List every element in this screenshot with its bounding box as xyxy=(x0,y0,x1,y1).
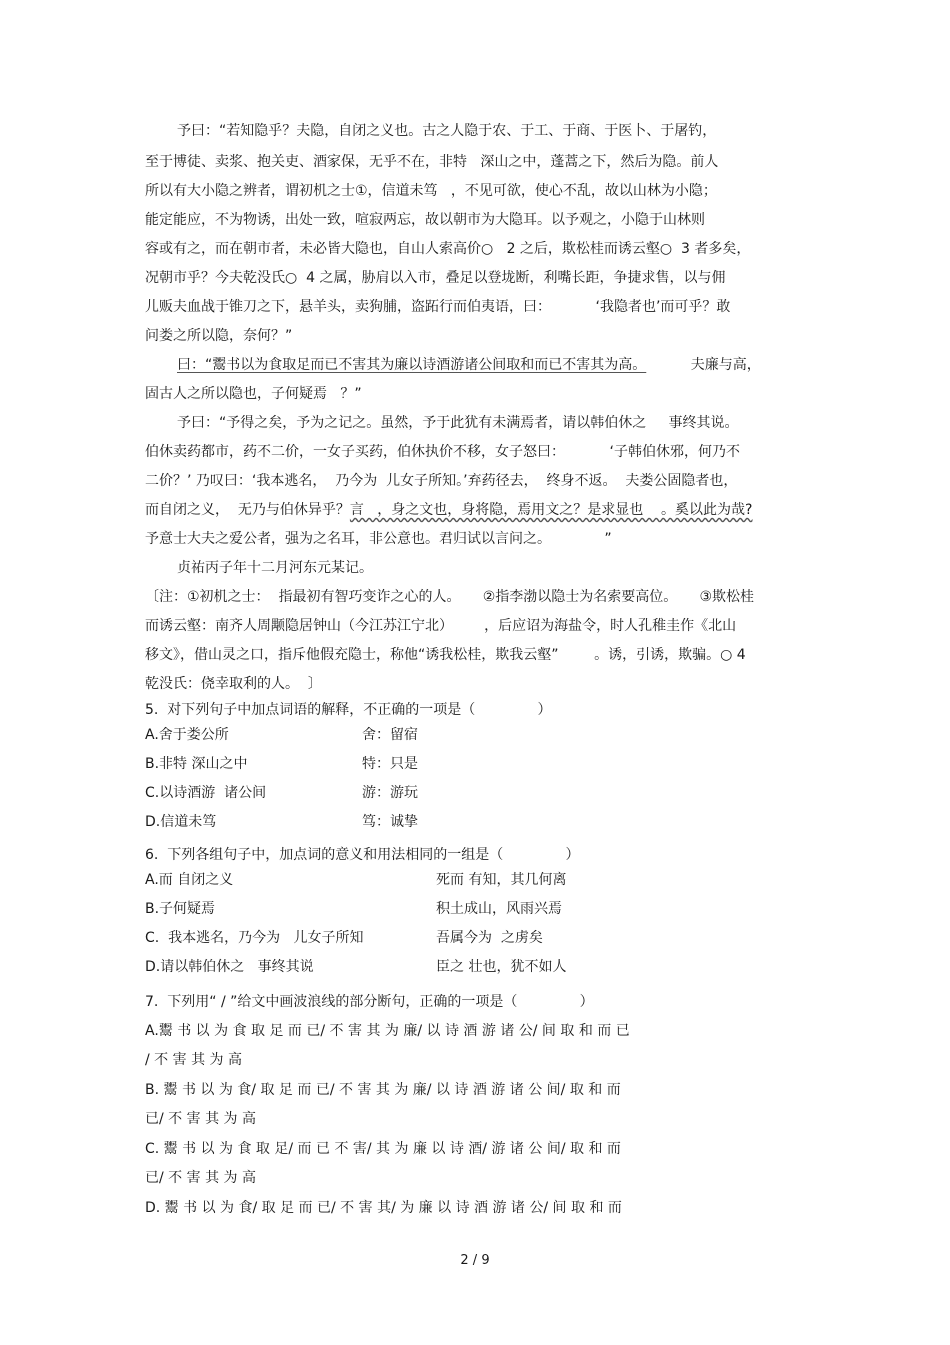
answer-option-line: 已/ 不 害 其 为 高 xyxy=(145,1170,256,1186)
page-number: 2 / 9 xyxy=(460,1253,490,1268)
answer-option-line: D. 鬻 书 以 为 食/ 取 足 而 已/ 不 害 其/ 为 廉 以 诗 酒 游 诸 公/ 间 取 和 而 xyxy=(145,1200,622,1216)
passage-line: 至于博徒、卖浆、抱关吏、酒家保，无乎不在，非特 深山之中，蓬蒿之下，然后为隐。前人 xyxy=(145,154,719,170)
note-line: 移文》，借山灵之口，指斥他假充隐士，称他“诱我松桂，欺我云壑” 。诱，引诱，欺骗。○ 4 xyxy=(145,647,746,663)
passage-text: 而自闭之义， 无乃与伯休异乎？ xyxy=(145,502,350,518)
answer-option-line: C. 鬻 书 以 为 食 取 足/ 而 已 不 害/ 其 为 廉 以 诗 酒/ 游 诸 公 间/ 取 和 而 xyxy=(145,1141,621,1157)
option-left: C.以诗酒游 诸公间 xyxy=(145,785,267,801)
option-left: A.而 自闭之义 xyxy=(145,872,234,888)
option-right: 臣之 壮也，犹不如人 xyxy=(436,959,567,975)
answer-option-line: / 不 害 其 为 高 xyxy=(145,1052,242,1068)
passage-line: 予曰：“若知隐乎？夫隐，自闭之义也。古之人隐于农、于工、于商、于医卜、于屠钓， xyxy=(177,123,717,139)
option-left: C. 我本逃名，乃今为 儿女子所知 xyxy=(145,930,364,946)
question-stem: 7. 下列用“ / ”给文中画波浪线的部分断句，正确的一项是（ ） xyxy=(145,994,594,1010)
option-right: 笃：诚挚 xyxy=(362,814,418,830)
note-line: 〔注：①初机之士： 指最初有智巧变诈之心的人。 ②指李渤以隐士为名索要高位。 ③欺松桂 xyxy=(145,589,755,605)
passage-line: 问娄之所以隐，奈何？” xyxy=(145,328,293,344)
option-left: D.信道未笃 xyxy=(145,814,217,830)
passage-line: 二价？’ 乃叹曰：‘我本逃名， 乃今为 儿女子所知。’弃药径去， 终身不返。 夫娄公固隐者也， xyxy=(145,473,738,489)
option-right: 积土成山，风雨兴焉 xyxy=(436,901,562,917)
answer-option-line: A.鬻 书 以 为 食 取 足 而 已/ 不 害 其 为 廉/ 以 诗 酒 游 诸 公/ 间 取 和 而 已 xyxy=(145,1023,630,1039)
underlined-text: 言 ，身之文也，身将隐，焉用文之？是求显也 。奚以此为哉? xyxy=(349,502,753,518)
passage-line: 容或有之，而在朝市者，未必皆大隐也，自山人索高价○ 2 之后，欺松桂而诱云壑○ 3 者多矣， xyxy=(145,241,751,257)
passage-line: 予意士大夫之爱公者，强为之名耳，非公意也。君归试以言问之。 ” xyxy=(145,531,612,547)
passage-line xyxy=(145,500,753,520)
option-left: D.请以韩伯休之 事终其说 xyxy=(145,959,314,975)
option-left: A.舍于娄公所 xyxy=(145,727,229,743)
option-left: B.非特 深山之中 xyxy=(145,756,248,772)
question-stem: 5. 对下列句子中加点词语的解释，不正确的一项是（ ） xyxy=(145,702,552,718)
option-right: 舍：留宿 xyxy=(362,727,418,743)
wavy-underlined-text: 曰：“鬻书以为食取足而已不害其为廉以诗酒游诸公间取和而已不害其为高。 xyxy=(177,357,647,373)
passage-text: 夫廉与高， xyxy=(690,357,761,373)
answer-option-line: 已/ 不 害 其 为 高 xyxy=(145,1111,256,1127)
passage-line: 儿贩夫血战于锥刀之下，悬羊头，卖狗脯，盗跖行而伯夷语，曰： ‘我隐者也’而可乎？敢 xyxy=(145,299,731,315)
option-right: 特：只是 xyxy=(362,756,418,772)
passage-line: 固古人之所以隐也，子何疑焉 ？” xyxy=(145,386,362,402)
note-line: 而诱云壑：南齐人周颙隐居钟山（今江苏江宁北） ，后应诏为海盐令，时人孔稚圭作《北山 xyxy=(145,618,737,634)
option-right: 死而 有知，其几何离 xyxy=(436,872,567,888)
passage-line-wavy xyxy=(177,355,761,375)
passage-line: 伯休卖药都市，药不二价，一女子买药，伯休执价不移，女子怒曰： ‘子韩伯休邪，何乃不 xyxy=(145,444,740,460)
note-line: 乾没氏：侥幸取利的人。 〕 xyxy=(145,676,322,692)
option-right: 游：游玩 xyxy=(362,785,418,801)
passage-line: 予曰：“予得之矣，予为之记之。虽然，予于此犹有未满焉者，请以韩伯休之 事终其说。 xyxy=(177,415,739,431)
signoff: 贞祐丙子年十二月河东元某记。 xyxy=(177,560,373,576)
passage-line: 能定能应，不为物诱，出处一致，喧寂两忘，故以朝市为大隐耳。以予观之，小隐于山林则 xyxy=(145,212,705,228)
answer-option-line: B. 鬻 书 以 为 食/ 取 足 而 已/ 不 害 其 为 廉/ 以 诗 酒 游 诸 公 间/ 取 和 而 xyxy=(145,1082,621,1098)
passage-line: 所以有大小隐之辨者，谓初机之士①，信道未笃 ，不见可欲，使心不乱，故以山林为小隐； xyxy=(145,183,717,199)
option-left: B.子何疑焉 xyxy=(145,901,216,917)
question-stem: 6. 下列各组句子中，加点词的意义和用法相同的一组是（ ） xyxy=(145,847,580,863)
passage-line: 况朝市乎？今夫乾没氏○ 4 之属，胁肩以入市，叠足以登垅断，利嘴长距，争捷求售，以与佣 xyxy=(145,270,726,286)
option-right: 吾属今为 之虏矣 xyxy=(436,930,543,946)
